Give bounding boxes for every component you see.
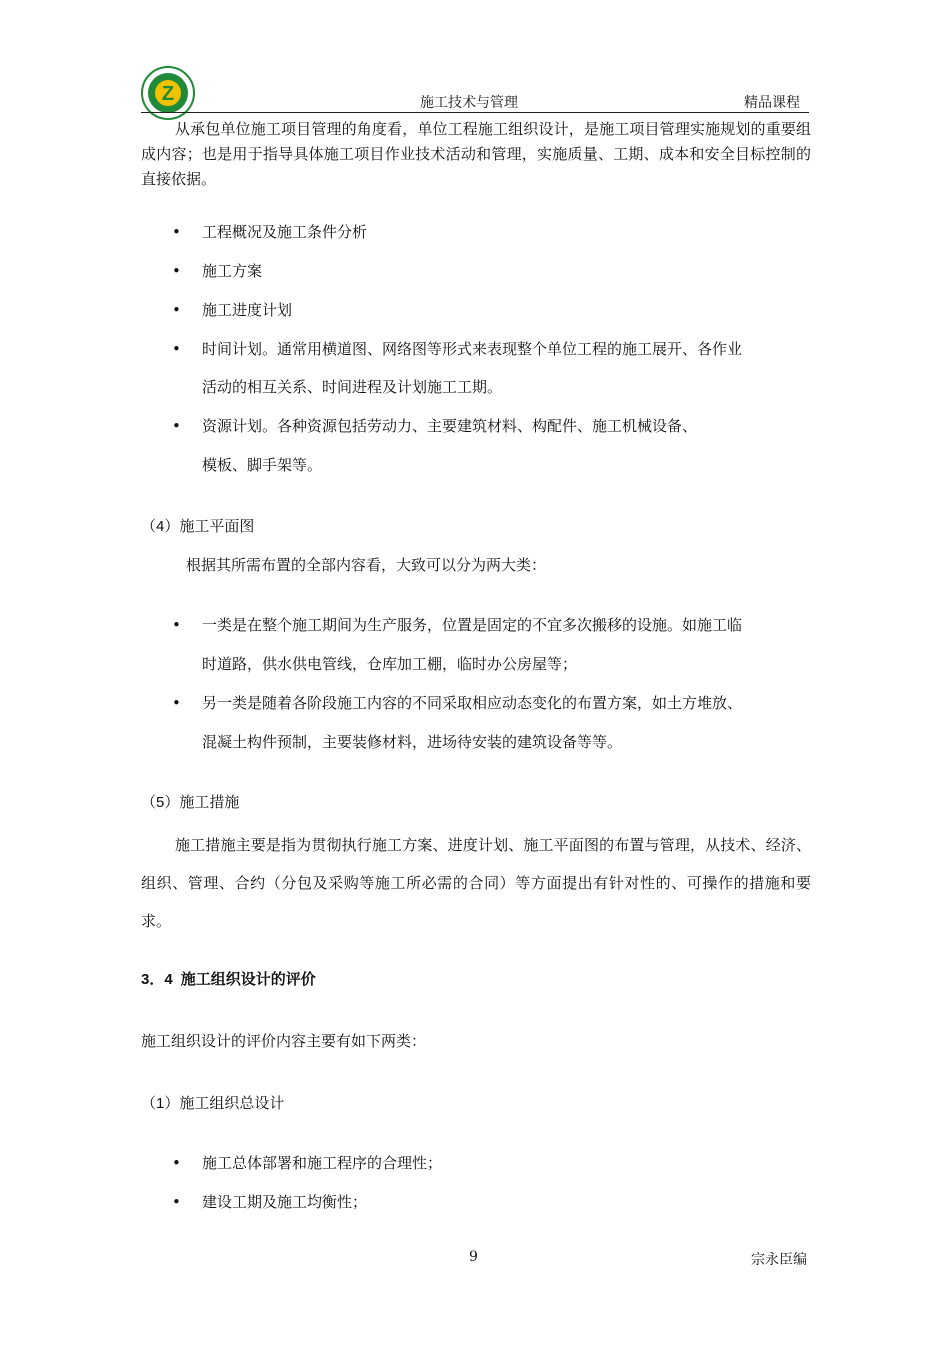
bullet-icon: • — [172, 616, 181, 634]
page-number: 9 — [469, 1249, 478, 1265]
list-item-text: 模板、脚手架等。 — [202, 456, 323, 474]
list-item-text: 一类是在整个施工期间为生产服务，位置是固定的不宜多次搬移的设施。如施工临 — [202, 616, 743, 634]
chapter-heading — [141, 968, 316, 991]
list-item-text: 时间计划。通常用横道图、网络图等形式来表现整个单位工程的施工展开、各作业 — [202, 340, 743, 358]
subsection-heading — [141, 1092, 284, 1115]
list-item-text: 时道路，供水供电管线，仓库加工棚，临时办公房屋等； — [202, 655, 578, 673]
bullet-icon: • — [172, 694, 181, 712]
list-item-text: 混凝土构件预制，主要装修材料，进场待安装的建筑设备等等。 — [202, 733, 623, 751]
chapter-number: 3．4 — [141, 971, 173, 988]
subsection-title: 施工组织总设计 — [179, 1094, 285, 1112]
section-number: （5） — [141, 794, 180, 811]
list-item-text: 另一类是随着各阶段施工内容的不同采取相应动态变化的布置方案，如土方堆放、 — [202, 694, 743, 712]
section-title: 施工措施 — [179, 793, 240, 811]
bullet-icon: • — [172, 223, 181, 241]
section-lead: 根据其所需布置的全部内容看，大致可以分为两大类： — [186, 556, 547, 574]
logo-letter: Z — [161, 83, 175, 105]
bullet-icon: • — [172, 1193, 181, 1211]
header-divider — [141, 112, 809, 113]
section-heading — [141, 515, 254, 538]
list-item-text: 建设工期及施工均衡性； — [202, 1193, 368, 1211]
chapter-title: 施工组织设计的评价 — [180, 970, 316, 988]
footer-author: 宗永臣编 — [751, 1252, 807, 1268]
list-item-text: 施工方案 — [202, 262, 263, 280]
section-title: 施工平面图 — [179, 517, 255, 535]
bullet-icon: • — [172, 340, 181, 358]
bullet-icon: • — [172, 1154, 181, 1172]
header-title: 施工技术与管理 — [420, 95, 518, 111]
list-item-text: 施工进度计划 — [202, 301, 293, 319]
bullet-icon: • — [172, 417, 181, 435]
list-item-text: 工程概况及施工条件分析 — [202, 223, 368, 241]
bullet-icon: • — [172, 262, 181, 280]
section-number: （4） — [141, 518, 180, 535]
bullet-icon: • — [172, 301, 181, 319]
chapter-lead: 施工组织设计的评价内容主要有如下两类： — [141, 1032, 427, 1050]
list-item-text: 施工总体部署和施工程序的合理性； — [202, 1154, 443, 1172]
list-item-text: 资源计划。各种资源包括劳动力、主要建筑材料、构配件、施工机械设备、 — [202, 417, 698, 435]
header-course-label: 精品课程 — [744, 95, 800, 111]
list-item-text: 活动的相互关系、时间进程及计划施工工期。 — [202, 378, 503, 396]
section-heading — [141, 791, 239, 814]
section-body: 施工措施主要是指为贯彻执行施工方案、进度计划、施工平面图的布置与管理，从技术、经济、组织、管理、合约（分包及采购等施工所必需的合同）等方面提出有针对性的、可操作的措施和要求。 — [141, 836, 811, 930]
subsection-number: （1） — [141, 1095, 180, 1112]
intro-paragraph: 从承包单位施工项目管理的角度看，单位工程施工组织设计，是施工项目管理实施规划的重要组成内容；也是用于指导具体施工项目作业技术活动和管理，实施质量、工期、成本和安全目标控制的直接依据。 — [141, 120, 811, 188]
